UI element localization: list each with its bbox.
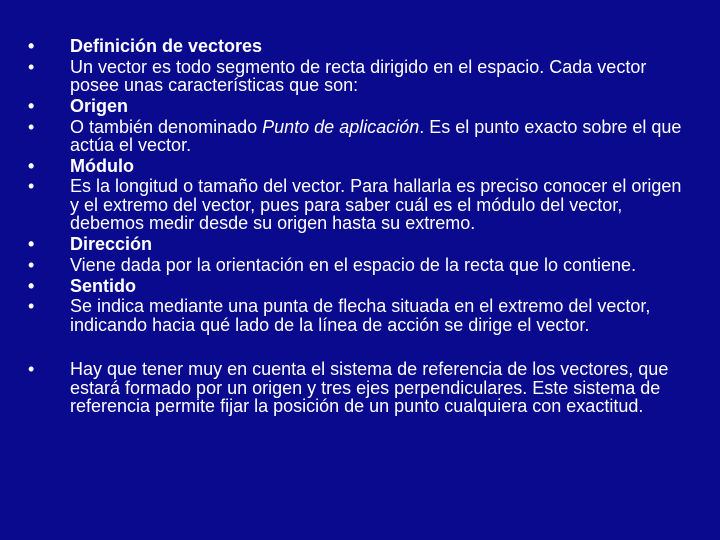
bullet-text: Un vector es todo segmento de recta dirigido en el espacio. Cada vector posee unas características que son: xyxy=(70,56,647,96)
bullet-icon: • xyxy=(28,56,35,77)
bullet-text: Definición de vectores xyxy=(70,36,263,56)
bullet-text: Origen xyxy=(70,95,129,116)
final-bullet-list xyxy=(28,360,688,416)
bullet-item xyxy=(28,177,688,233)
bullet-item xyxy=(28,256,688,275)
slide-content xyxy=(28,37,688,418)
bullet-icon: • xyxy=(28,296,35,317)
bullet-heading-origen xyxy=(28,97,688,116)
bullet-icon: • xyxy=(28,359,35,380)
bullet-icon: • xyxy=(28,36,35,56)
bullet-text-after: . Es el punto exacto sobre el que actúa el vector. xyxy=(70,116,682,156)
bullet-icon: • xyxy=(28,176,35,197)
bullet-icon: • xyxy=(28,95,35,116)
bullet-list xyxy=(28,37,688,334)
bullet-icon: • xyxy=(28,116,35,137)
bullet-item xyxy=(28,118,688,155)
bullet-heading-sentido xyxy=(28,277,688,296)
bullet-text: Es la longitud o tamaño del vector. Para hallarla es preciso conocer el origen y el extremo del vector, pues para saber cuál es el módulo del vector, debemos medir desde su origen hasta su extremo. xyxy=(70,176,682,234)
bullet-icon: • xyxy=(28,234,35,255)
bullet-heading-definicion xyxy=(28,37,688,56)
bullet-text-italic: Punto de aplicación xyxy=(262,116,420,137)
final-bullet-text: Hay que tener muy en cuenta el sistema de referencia de los vectores, que estará formado por un origen y tres ejes perpendiculares. Este sistema de referencia permite fijar la posición de un punto cualquiera con exactitud. xyxy=(70,359,669,417)
bullet-icon: • xyxy=(28,254,35,275)
bullet-text: Sentido xyxy=(70,275,136,296)
bullet-item xyxy=(28,58,688,95)
bullet-text-before: O también denominado xyxy=(70,116,263,137)
final-bullet-item xyxy=(28,360,688,416)
bullet-heading-modulo xyxy=(28,157,688,176)
bullet-text: Se indica mediante una punta de flecha situada en el extremo del vector, indicando hacia qué lado de la línea de acción se dirige el vector. xyxy=(70,296,651,335)
bullet-icon: • xyxy=(28,275,35,296)
bullet-text: Módulo xyxy=(70,155,134,176)
bullet-item xyxy=(28,297,688,334)
spacer xyxy=(28,336,688,360)
bullet-text: Dirección xyxy=(70,234,153,255)
bullet-text: Viene dada por la orientación en el espacio de la recta que lo contiene. xyxy=(70,254,637,275)
bullet-icon: • xyxy=(28,155,35,176)
bullet-heading-direccion xyxy=(28,235,688,254)
